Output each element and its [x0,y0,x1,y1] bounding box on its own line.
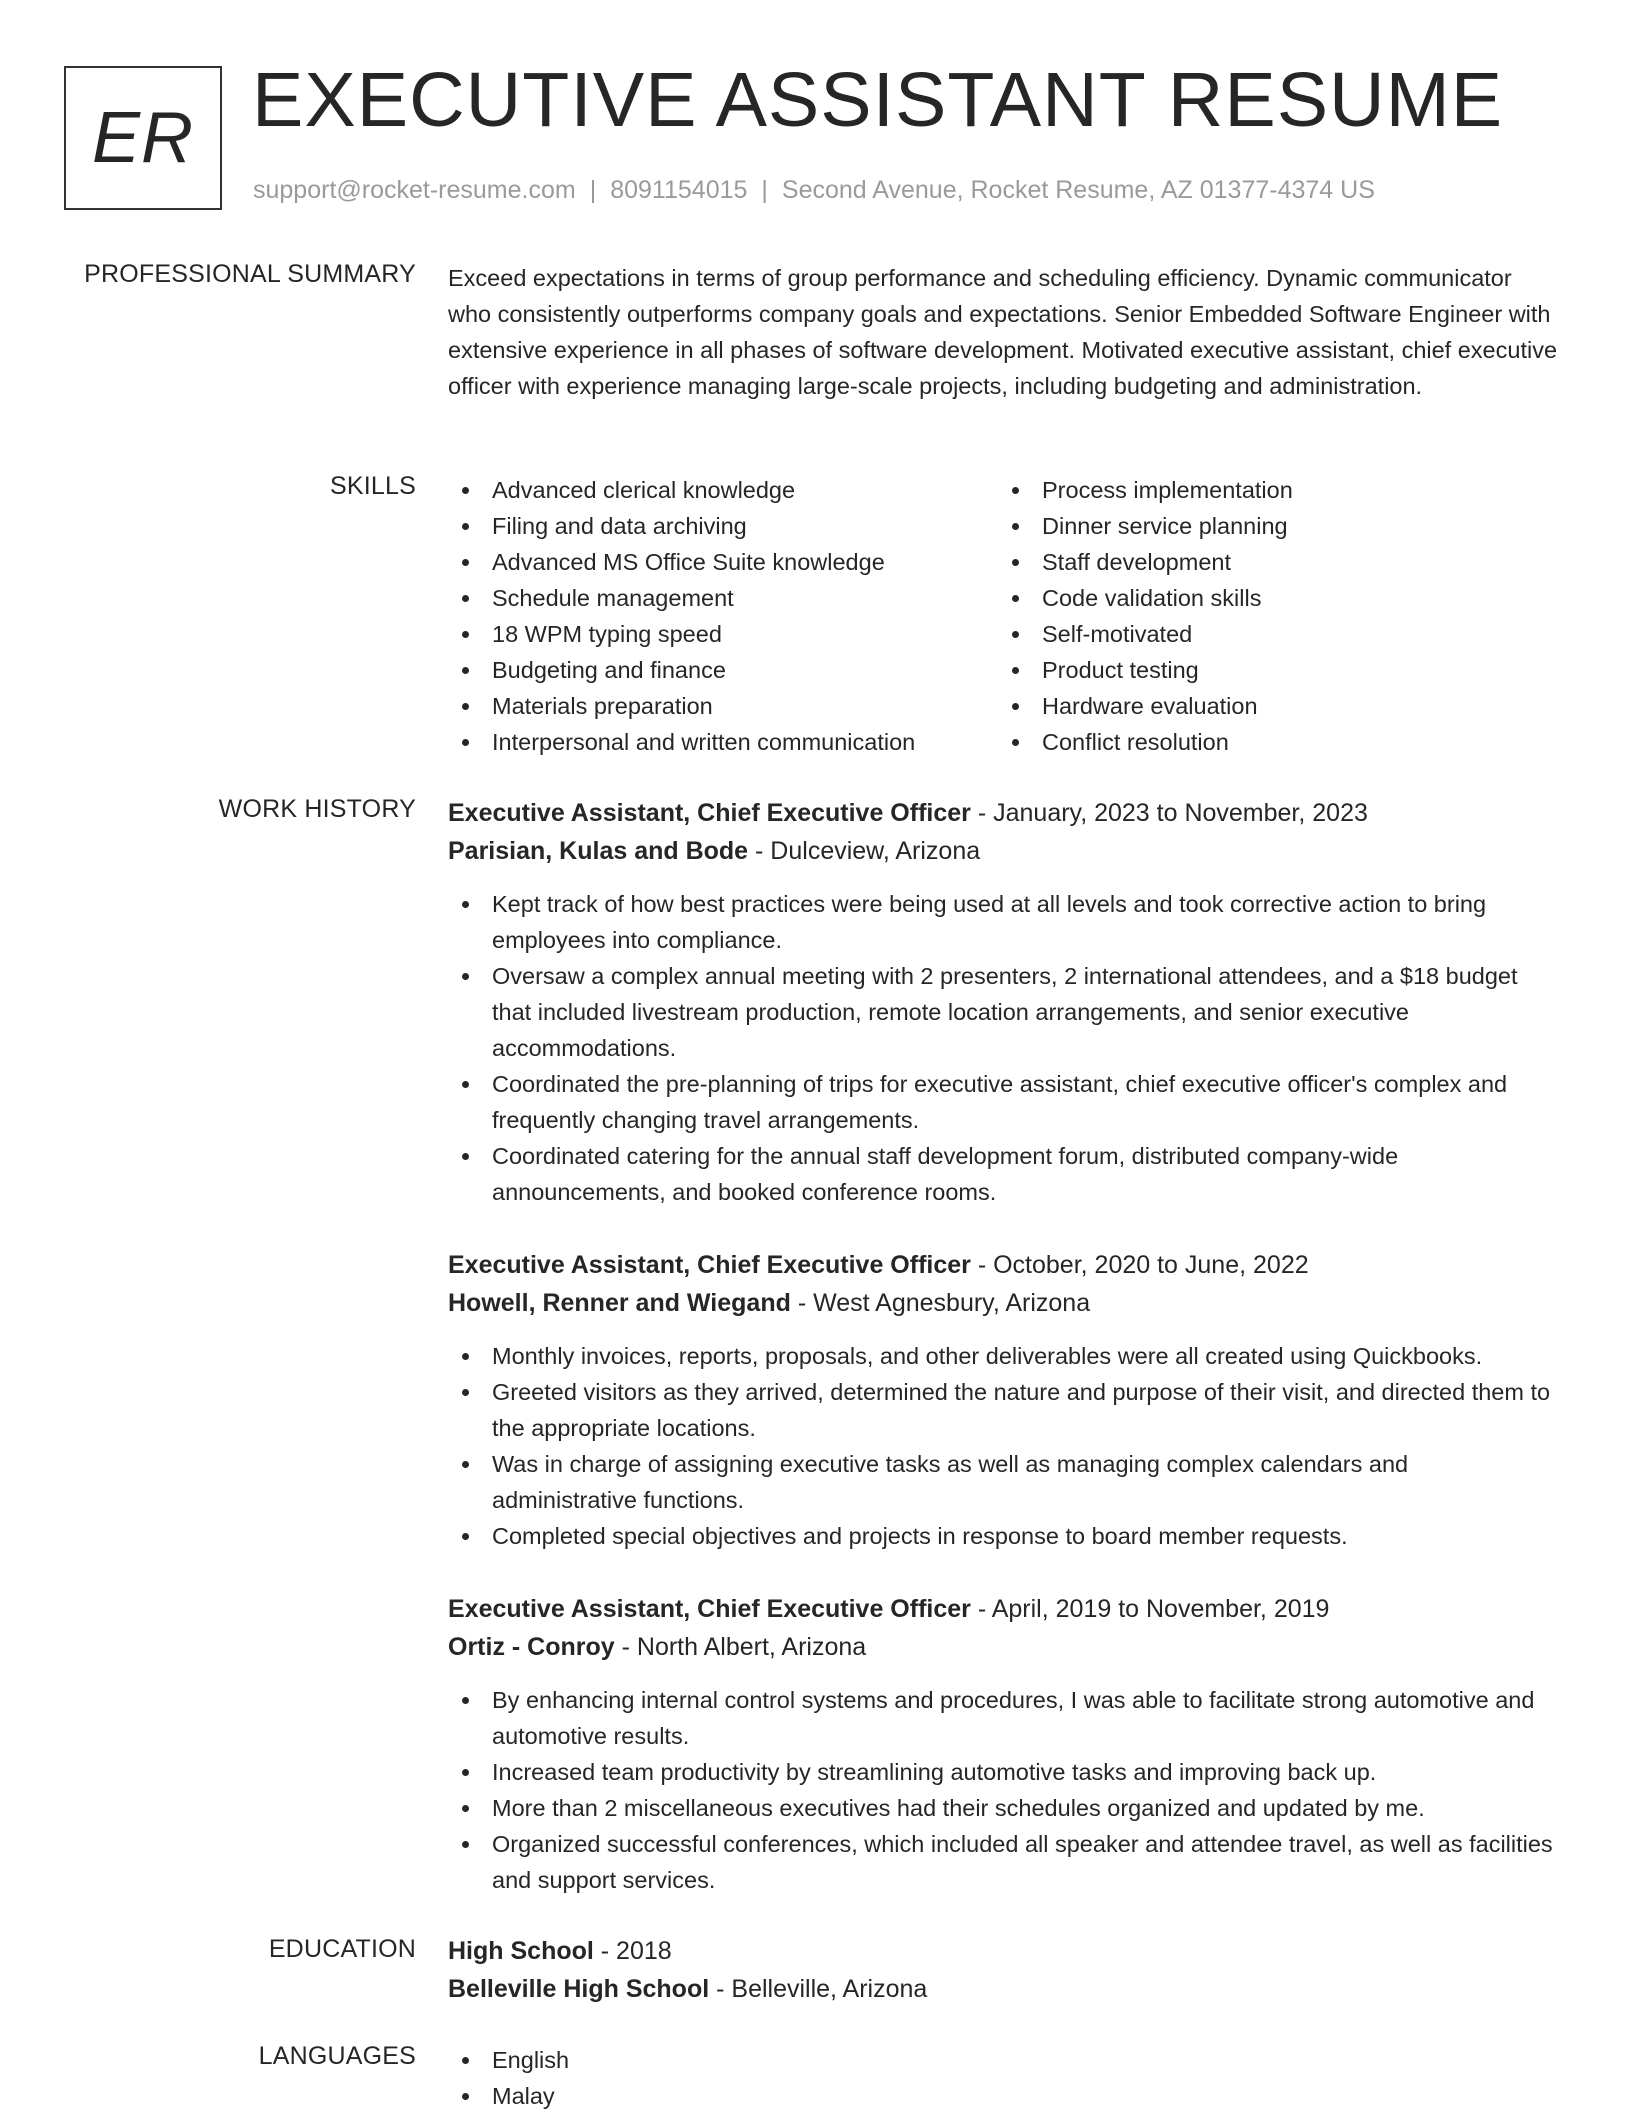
contact-phone: 8091154015 [610,176,748,204]
job-bullet: More than 2 miscellaneous executives had their schedules organized and updated by me. [448,1790,1558,1826]
job-bullet: Greeted visitors as they arrived, determined the nature and purpose of their visit, and directed them to the appropriate locations. [448,1374,1558,1446]
job-bullets [448,1338,1558,1554]
language-item: Malay [448,2078,1558,2112]
monogram-initials: ER [91,98,195,178]
job-company: Ortiz - Conroy [448,1633,615,1661]
language-item: English [448,2042,1558,2078]
skills-column-right [998,472,1548,760]
contact-email: support@rocket-resume.com [253,176,576,204]
job-company-line [448,1628,1558,1666]
job-title-line [448,1246,1558,1284]
contact-separator: | [761,176,768,204]
contact-address: Second Avenue, Rocket Resume, AZ 01377-4374 US [781,176,1375,204]
skill-item: Product testing [998,652,1548,688]
languages-entry [448,2042,1558,2112]
education-location: - Belleville, Arizona [709,1975,928,2003]
job-bullet: Increased team productivity by streamlining automotive tasks and improving back up. [448,1754,1558,1790]
summary-heading: PROFESSIONAL SUMMARY [84,260,416,288]
job-bullet: Organized successful conferences, which included all speaker and attendee travel, as well as facilities and support services. [448,1826,1558,1898]
summary-text: Exceed expectations in terms of group performance and scheduling efficiency. Dynamic communicator who consistently outperforms company goals and expectations. Senior Embedded Software Engineer with extensive experience in all phases of software development. Motivated executive assistant, chief executive officer with experience managing large-scale projects, including budgeting and administration. [448,265,1558,399]
job-location: - North Albert, Arizona [614,1633,867,1661]
contact-separator: | [589,176,597,204]
job-company-line [448,1284,1558,1322]
job-bullet: Monthly invoices, reports, proposals, and other deliverables were all created using Quickbooks. [448,1338,1558,1374]
job-bullet: Coordinated the pre-planning of trips for executive assistant, chief executive officer's complex and frequently changing travel arrangements. [448,1066,1558,1138]
skill-item: Conflict resolution [998,724,1548,760]
job-company: Parisian, Kulas and Bode [448,837,749,865]
skills-list [448,472,1558,760]
skill-item: Hardware evaluation [998,688,1548,724]
job-title-line [448,1590,1558,1628]
job-dates: - October, 2020 to June, 2022 [970,1251,1309,1279]
skill-item: Filing and data archiving [448,508,998,544]
job-title: Executive Assistant, Chief Executive Officer [448,1251,971,1279]
job-entry [448,1246,1558,1554]
job-bullet: Coordinated catering for the annual staff development forum, distributed company-wide announcements, and booked conference rooms. [448,1138,1558,1210]
education-degree: High School [448,1937,594,1965]
skill-item: Self-motivated [998,616,1548,652]
work-history-heading: WORK HISTORY [218,795,416,823]
skill-item: Interpersonal and written communication [448,724,998,760]
skill-item: Schedule management [448,580,998,616]
monogram-box [64,66,222,210]
skill-item: Staff development [998,544,1548,580]
job-bullet: Kept track of how best practices were being used at all levels and took corrective action to bring employees into compliance. [448,886,1558,958]
education-school-line [448,1970,1558,2008]
skill-item: Dinner service planning [998,508,1548,544]
skills-heading: SKILLS [330,472,416,500]
skill-item: Advanced clerical knowledge [448,472,998,508]
education-heading: EDUCATION [268,1935,416,1963]
education-year: - 2018 [593,1937,672,1965]
languages-heading: LANGUAGES [258,2042,416,2070]
job-location: - West Agnesbury, Arizona [790,1289,1091,1317]
job-company-line [448,832,1558,870]
job-title: Executive Assistant, Chief Executive Officer [448,1595,971,1623]
skill-item: Code validation skills [998,580,1548,616]
job-bullet: Completed special objectives and projects in response to board member requests. [448,1518,1558,1554]
job-bullet: By enhancing internal control systems and procedures, I was able to facilitate strong automotive and automotive results. [448,1682,1558,1754]
job-entry [448,794,1558,1210]
education-entry [448,1932,1558,2008]
job-title-line [448,794,1558,832]
job-company: Howell, Renner and Wiegand [448,1289,791,1317]
job-title: Executive Assistant, Chief Executive Officer [448,799,971,827]
job-bullet: Was in charge of assigning executive tasks as well as managing complex calendars and administrative functions. [448,1446,1558,1518]
job-entry [448,1590,1558,1898]
skill-item: Budgeting and finance [448,652,998,688]
job-bullets [448,1682,1558,1898]
skill-item: 18 WPM typing speed [448,616,998,652]
skill-item: Process implementation [998,472,1548,508]
languages-list [448,2042,1558,2112]
skill-item: Advanced MS Office Suite knowledge [448,544,998,580]
education-school: Belleville High School [448,1975,710,2003]
job-location: - Dulceview, Arizona [748,837,981,865]
job-dates: - January, 2023 to November, 2023 [970,799,1368,827]
skills-column-left [448,472,998,760]
contact-line [253,176,1375,205]
education-degree-line [448,1932,1558,1970]
job-dates: - April, 2019 to November, 2019 [970,1595,1330,1623]
skill-item: Materials preparation [448,688,998,724]
job-bullets [448,886,1558,1210]
resume-title: EXECUTIVE ASSISTANT RESUME [252,57,1504,143]
job-bullet: Oversaw a complex annual meeting with 2 presenters, 2 international attendees, and a $18 budget that included livestream production, remote location arrangements, and senior executive accommodations. [448,958,1558,1066]
